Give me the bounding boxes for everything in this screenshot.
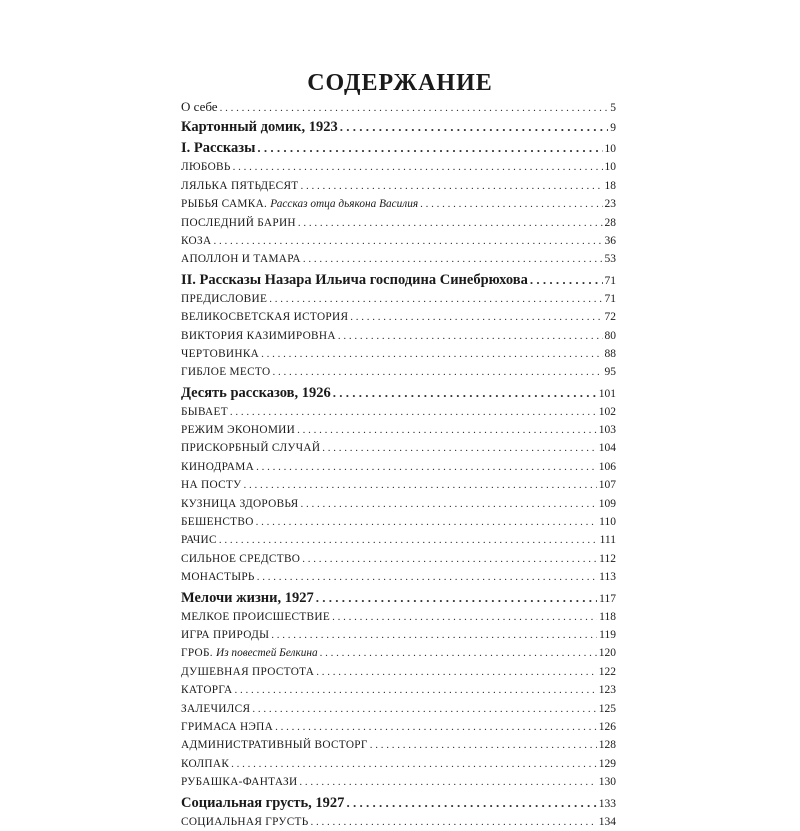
toc-page-number: 134 <box>598 815 616 828</box>
toc-entry-title <box>181 421 295 439</box>
dot-leader <box>233 158 603 176</box>
toc-page-number: 125 <box>598 702 616 715</box>
dot-leader <box>256 458 597 476</box>
toc-page-number: 10 <box>604 161 616 174</box>
toc-entry-title <box>181 270 528 291</box>
toc-page-number: 107 <box>598 479 616 492</box>
toc-page-number: 129 <box>598 757 616 770</box>
toc-entry-row <box>181 214 616 232</box>
dot-leader <box>243 476 596 494</box>
toc-page-number: 88 <box>604 347 616 360</box>
page-title: СОДЕРЖАНИЕ <box>307 70 493 96</box>
dot-leader <box>338 327 603 345</box>
toc-entry-title <box>181 495 298 513</box>
dot-leader <box>234 681 596 699</box>
toc-entry-row <box>181 681 616 699</box>
toc-entry-row <box>181 421 616 439</box>
toc-entry-row <box>181 290 616 308</box>
dot-leader <box>231 755 597 773</box>
toc-entry-title-text: БЫВАЕТ <box>181 405 228 418</box>
dot-leader <box>301 177 603 195</box>
toc-entry-title <box>181 550 300 568</box>
toc-entry-title-text: СОЦИАЛЬНАЯ ГРУСТЬ <box>181 815 309 828</box>
toc-entry-title <box>181 458 254 476</box>
toc-entry-title <box>181 476 241 494</box>
toc-page-number: 101 <box>598 387 616 400</box>
toc-page-number: 130 <box>598 776 616 789</box>
toc-entry-title-text: ЗАЛЕЧИЛСЯ <box>181 702 251 715</box>
toc-page-number: 72 <box>604 311 616 324</box>
toc-entry-row <box>181 755 616 773</box>
toc-entry-title-text: РЕЖИМ ЭКОНОМИИ <box>181 424 296 437</box>
dot-leader <box>256 513 598 531</box>
toc-section-row <box>181 792 616 813</box>
toc-entry-title-text: ДУШЕВНАЯ ПРОСТОТА <box>181 665 315 678</box>
toc-entry-title <box>181 644 318 662</box>
toc-entry-title <box>181 736 368 754</box>
toc-entry-row <box>181 327 616 345</box>
toc-entry-title <box>181 588 314 609</box>
toc-page-number: 102 <box>598 405 616 418</box>
toc-entry-title-text: МЕЛКОЕ ПРОИСШЕСТВИЕ <box>181 610 331 623</box>
toc-entry-row <box>181 363 616 381</box>
toc-entry-title <box>181 513 254 531</box>
toc-entry-title-text: ЛЯЛЬКА ПЯТЬДЕСЯТ <box>181 179 299 192</box>
toc-entry-row <box>181 736 616 754</box>
toc-page-number: 119 <box>599 628 616 641</box>
toc-entry-title-text: БЕШЕНСТВО <box>181 516 254 529</box>
toc-entry-row <box>181 308 616 326</box>
dot-leader <box>257 137 602 158</box>
toc-entry-row <box>181 513 616 531</box>
toc-entry-row <box>181 773 616 791</box>
toc-entry-row <box>181 439 616 457</box>
toc-entry-title-text: I. Рассказы <box>181 140 256 157</box>
toc-entry-row <box>181 232 616 250</box>
dot-leader <box>300 495 596 513</box>
toc-entry-row <box>181 158 616 176</box>
toc-entry-title-text: СИЛЬНОЕ СРЕДСТВО <box>181 552 301 565</box>
toc-entry-row <box>181 495 616 513</box>
dot-leader <box>530 269 603 290</box>
toc-page-number: 5 <box>610 102 616 114</box>
dot-leader <box>213 232 602 250</box>
dot-leader <box>316 663 596 681</box>
dot-leader <box>332 608 597 626</box>
toc-page-number: 112 <box>599 552 616 565</box>
toc-entry-row <box>181 177 616 195</box>
toc-entry-title <box>181 755 229 773</box>
toc-entry-title <box>181 98 218 116</box>
toc-entry-row <box>181 476 616 494</box>
toc-entry-title-text: ГИБЛОЕ МЕСТО <box>181 366 271 379</box>
toc-page-number: 95 <box>604 366 616 379</box>
toc-entry-row <box>181 550 616 568</box>
toc-entry-title <box>181 626 269 644</box>
toc-entry-title-text: РАЧИС <box>181 534 217 547</box>
toc-page-number: 128 <box>598 739 616 752</box>
dot-leader <box>269 290 602 308</box>
toc-entry-row <box>181 813 616 831</box>
toc-entry-title-text: АПОЛЛОН И ТАМАРА <box>181 253 301 266</box>
dot-leader <box>272 363 602 381</box>
toc-entry-title-text: АДМИНИСТРАТИВНЫЙ ВОСТОРГ <box>181 739 368 752</box>
dot-leader <box>370 736 597 754</box>
dot-leader <box>297 421 597 439</box>
toc-entry-title-text: КОЛПАК <box>181 757 230 770</box>
toc-page-number: 53 <box>604 253 616 266</box>
toc-entry-title <box>181 439 320 457</box>
toc-page-number: 118 <box>599 610 616 623</box>
toc-entry-title <box>181 345 259 363</box>
dot-leader <box>275 718 597 736</box>
toc-entry-title-text: ВЕЛИКОСВЕТСКАЯ ИСТОРИЯ <box>181 311 349 324</box>
dot-leader <box>303 250 603 268</box>
toc-page-number: 133 <box>598 797 616 810</box>
dot-leader <box>316 587 597 608</box>
toc-section-row <box>181 382 616 403</box>
toc-entry-row <box>181 458 616 476</box>
toc-entry-title-text: ПРИСКОРБНЫЙ СЛУЧАЙ <box>181 442 321 455</box>
toc-entry-title <box>181 773 297 791</box>
toc-page-number: 103 <box>598 424 616 437</box>
toc-entry-row <box>181 98 616 116</box>
toc-entry-row <box>181 531 616 549</box>
toc-entry-title-text: ПРЕДИСЛОВИЕ <box>181 292 268 305</box>
toc-entry-subtitle: Из повестей Белкина <box>216 647 318 660</box>
toc-entry-title-text: Мелочи жизни, 1927 <box>181 589 314 606</box>
toc-entry-row <box>181 608 616 626</box>
toc-entry-title-text: ЧЕРТОВИНКА <box>181 347 260 360</box>
dot-leader <box>340 116 608 137</box>
toc-entry-row <box>181 345 616 363</box>
toc-entry-title-text: КОЗА <box>181 234 212 247</box>
toc-page-number: 110 <box>599 516 616 529</box>
toc-entry-title-text: КУЗНИЦА ЗДОРОВЬЯ <box>181 497 299 510</box>
dot-leader <box>350 308 602 326</box>
dot-leader <box>252 700 596 718</box>
toc-page-number: 122 <box>598 665 616 678</box>
toc-entry-title <box>181 232 211 250</box>
toc-entry-row <box>181 403 616 421</box>
toc-entry-title <box>181 793 344 814</box>
toc-page-number: 123 <box>598 684 616 697</box>
dot-leader <box>261 345 602 363</box>
toc-entry-title <box>181 663 314 681</box>
toc-page-number: 126 <box>598 720 616 733</box>
toc-entry-title-text: МОНАСТЫРЬ <box>181 571 255 584</box>
toc-entry-title <box>181 195 418 213</box>
toc-page-number: 80 <box>604 329 616 342</box>
toc-entry-title-text: ЛЮБОВЬ <box>181 161 231 174</box>
toc-page-number: 71 <box>604 292 616 305</box>
toc-entry-title <box>181 608 330 626</box>
dot-leader <box>302 550 597 568</box>
toc-entry-row <box>181 250 616 268</box>
toc-entry-title <box>181 158 231 176</box>
dot-leader <box>346 792 596 813</box>
dot-leader <box>299 773 596 791</box>
toc-entry-title-text: ГРОБ. <box>181 647 213 660</box>
toc-section-row <box>181 269 616 290</box>
toc-section-row <box>181 116 616 137</box>
toc-entry-row <box>181 568 616 586</box>
dot-leader <box>219 531 598 549</box>
toc-entry-title-text: РУБАШКА-ФАНТАЗИ <box>181 776 298 789</box>
toc-entry-title-text: ИГРА ПРИРОДЫ <box>181 628 270 641</box>
dot-leader <box>320 644 597 662</box>
dot-leader <box>271 626 597 644</box>
toc-page-number: 117 <box>599 592 616 605</box>
toc-entry-title-text: II. Рассказы Назара Ильича господина Синебрюхова <box>181 271 528 288</box>
toc-page-number: 104 <box>598 442 616 455</box>
toc-entry-title-text: ВИКТОРИЯ КАЗИМИРОВНА <box>181 329 336 342</box>
toc-entry-title <box>181 718 273 736</box>
toc-entry-title-text: ПОСЛЕДНИЙ БАРИН <box>181 216 296 229</box>
toc-entry-title <box>181 813 309 831</box>
toc-entry-title-text: РЫБЬЯ САМКА. <box>181 198 268 211</box>
toc-entry-title <box>181 250 301 268</box>
toc-entry-row <box>181 626 616 644</box>
toc-page-number: 18 <box>604 179 616 192</box>
toc-section-row <box>181 587 616 608</box>
toc-entry-title-text: ГРИМАСА НЭПА <box>181 720 274 733</box>
toc-entry-row <box>181 663 616 681</box>
toc-entry-title-text: Десять рассказов, 1926 <box>181 384 331 401</box>
toc-entry-title-text: КИНОДРАМА <box>181 460 255 473</box>
toc-page-number: 10 <box>604 143 616 156</box>
dot-leader <box>420 195 602 213</box>
toc-entry-title <box>181 177 299 195</box>
toc-page-number: 106 <box>598 460 616 473</box>
dot-leader <box>322 439 596 457</box>
toc-page-number: 28 <box>604 216 616 229</box>
toc-page-number: 23 <box>604 198 616 211</box>
toc-entry-title <box>181 681 232 699</box>
toc-entry-title <box>181 531 217 549</box>
toc-entry-title <box>181 700 250 718</box>
toc-entry-title <box>181 138 255 159</box>
toc-entry-title-text: НА ПОСТУ <box>181 479 242 492</box>
dot-leader <box>220 99 609 117</box>
toc-entry-title <box>181 290 267 308</box>
toc-entry-row <box>181 700 616 718</box>
toc-entry-title <box>181 327 336 345</box>
dot-leader <box>257 568 597 586</box>
toc-entry-subtitle: Рассказ отца дьякона Василия <box>270 198 419 211</box>
toc-entry-title <box>181 117 338 138</box>
toc-entry-title <box>181 308 348 326</box>
toc-entry-title <box>181 383 331 404</box>
toc-entry-row <box>181 718 616 736</box>
toc-entry-row <box>181 644 616 662</box>
toc-page-number: 111 <box>599 534 616 547</box>
toc-page-number: 109 <box>598 497 616 510</box>
toc-entry-row <box>181 195 616 213</box>
toc-entry-title <box>181 363 270 381</box>
dot-leader <box>230 403 597 421</box>
toc-page-number: 9 <box>610 122 616 135</box>
toc-page-number: 36 <box>604 234 616 247</box>
toc-entry-title <box>181 403 228 421</box>
toc-page-number: 113 <box>599 571 616 584</box>
dot-leader <box>311 813 597 831</box>
toc-section-row <box>181 137 616 158</box>
dot-leader <box>333 382 597 403</box>
toc-entry-title-text: Социальная грусть, 1927 <box>181 794 345 811</box>
toc-page-number: 71 <box>604 274 616 287</box>
dot-leader <box>298 214 603 232</box>
toc-entry-title <box>181 568 255 586</box>
toc-entry-title-text: Картонный домик, 1923 <box>181 119 338 136</box>
toc-page-number: 120 <box>598 647 616 660</box>
table-of-contents <box>181 98 616 831</box>
toc-entry-title <box>181 214 296 232</box>
toc-entry-title-text: КАТОРГА <box>181 684 233 697</box>
toc-entry-title-text: О себе <box>181 99 218 114</box>
